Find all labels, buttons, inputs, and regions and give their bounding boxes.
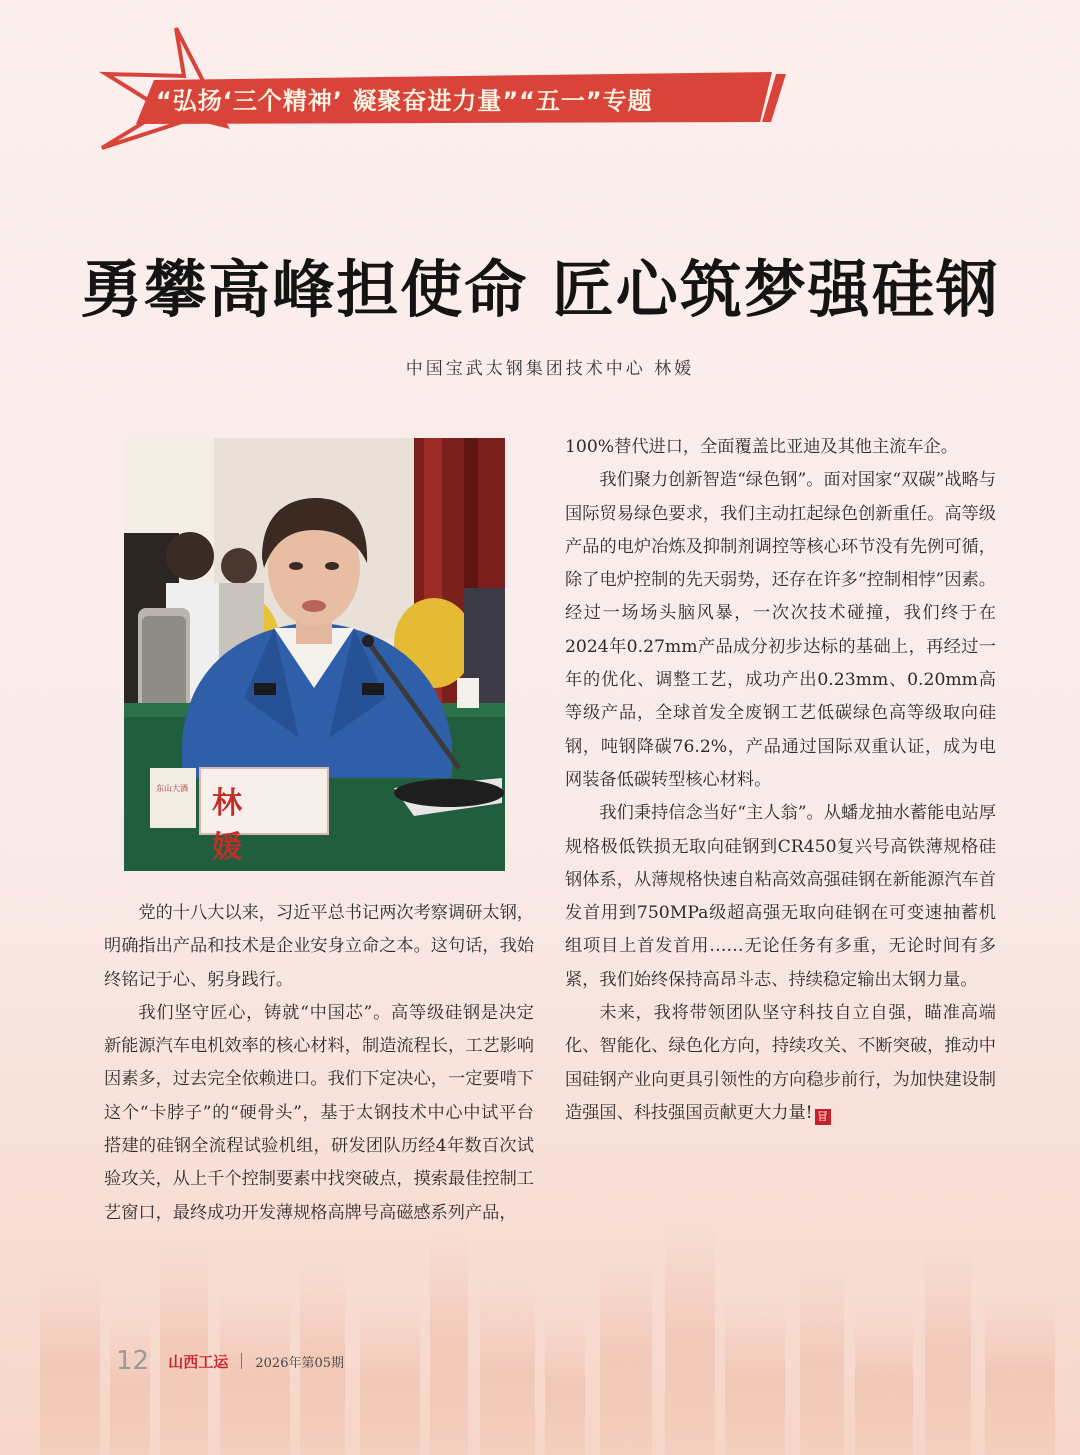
end-mark-icon: 冒 (815, 1109, 831, 1125)
paragraph-china-core: 我们坚守匠心，铸就“中国芯”。高等级硅钢是决定新能源汽车电机效率的核心材料，制造流程长，工艺影响因素多，过去完全依赖进口。我们下定决心，一定要啃下这个“卡脖子”的“硬骨头”，基于太钢技术中心中试平台搭建的硅钢全流程试验机组，研发团队历经4年数百次试验攻关，从上千个控制要素中找突破点，摸索最佳控制工艺窗口，最终成功开发薄规格高牌号高磁感系列产品， (104, 1002, 534, 1223)
article-author: 中国宝武太钢集团技术中心 林媛 (405, 359, 695, 379)
section-banner (96, 26, 786, 150)
paragraph-intro: 党的十八大以来，习近平总书记两次考察调研太钢，明确指出产品和技术是企业安身立命之本。这句话，我始终铭记于心、躬身践行。 (104, 903, 534, 990)
paragraph-future (565, 997, 996, 1130)
magazine-name: 山西工运 (168, 1352, 229, 1371)
issue-label: 2026年第05期 (255, 1355, 345, 1371)
paragraph-continuation: 100%替代进口，全面覆盖比亚迪及其他主流车企。 (565, 437, 958, 457)
paragraph-future-text: 未来，我将带领团队坚守科技自立自强，瞄准高端化、智能化、绿色化方向，持续攻关、不断突破，推动中国硅钢产业向更具引领性的方向稳步前行，为加快建设制造强国、科技强国贡献更大力量! (565, 1003, 996, 1123)
skyline-decoration (0, 1200, 1080, 1455)
paragraph-master: 我们秉持信念当好“主人翁”。从蟠龙抽水蓄能电站厚规格极低铁损无取向硅钢到CR450复兴号高铁薄规格硅钢体系，从薄规格快速自粘高效高强硅钢在新能源汽车首发首用到750MPa级超高强无取向硅钢在可变速抽蓄机组项目上首发首用……无论任务有多重，无论时间有多紧，我们始终保持高昂斗志、持续稳定输出太钢力量。 (565, 803, 996, 990)
page-footer (116, 1346, 344, 1382)
speaker-photo (124, 438, 505, 871)
nameplate-text: 林 媛 (212, 786, 256, 865)
page-number: 12 (116, 1346, 150, 1376)
paragraph-green-steel: 我们聚力创新智造“绿色钢”。面对国家“双碳”战略与国际贸易绿色要求，我们主动扛起绿色创新重任。高等级产品的电炉冶炼及抑制剂调控等核心环节没有先例可循，除了电炉控制的先天弱势，还存在许多“控制相悖”因素。经过一场场头脑风暴，一次次技术碰撞，我们终于在2024年0.27mm产品成分初步达标的基础上，再经过一年的优化、调整工艺，成功产出0.23mm、0.20mm高等级产品，全球首发全废钢工艺低碳绿色高等级取向硅钢，吨钢降碳76.2%，产品通过国际双重认证，成为电网装备低碳转型核心材料。 (565, 470, 996, 790)
article-title: 勇攀高峰担使命 匠心筑梦强硅钢 (80, 253, 1000, 326)
footer-divider (241, 1353, 242, 1369)
right-column (565, 431, 996, 1130)
left-column (104, 897, 534, 1230)
banner-title: “弘扬‘三个精神’ 凝聚奋进力量”“五一”专题 (156, 87, 653, 115)
cup-text: 东山大酒 (156, 784, 188, 793)
